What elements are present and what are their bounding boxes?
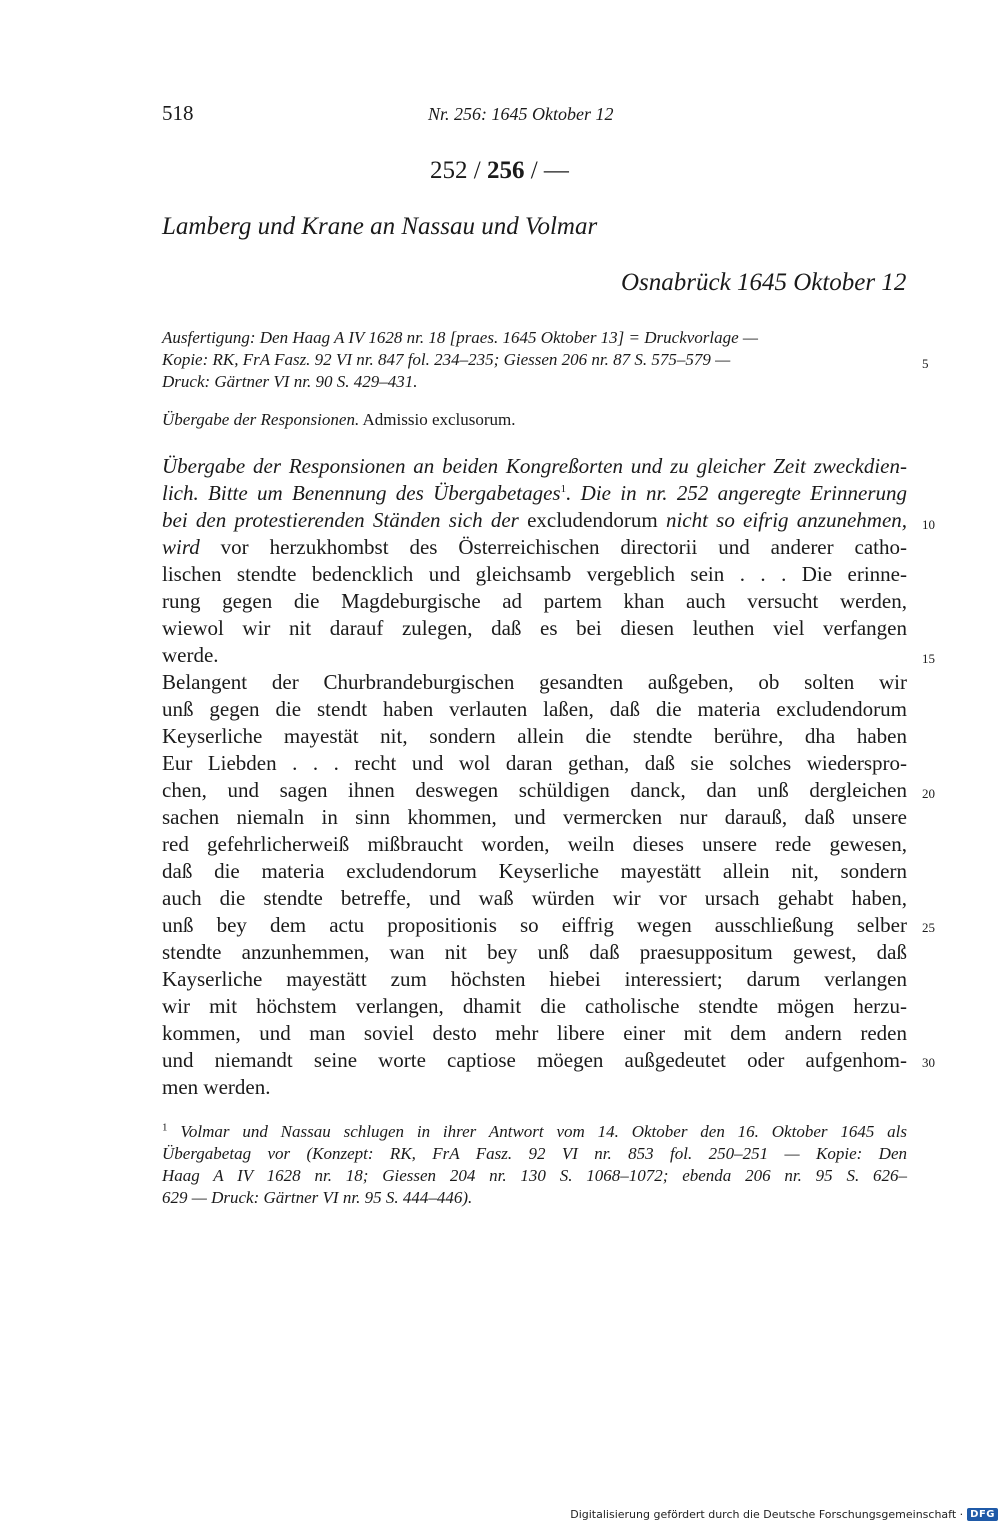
body-line: Keyserliche mayestät nit, sondern allein die stendte berühre, dha haben xyxy=(162,724,907,748)
body-line: wird vor herzukhombst des Österreichischen directorii und anderer catho- xyxy=(162,535,908,559)
body-line: rung gegen die Magdeburgische ad partem khan auch versucht werden, xyxy=(162,589,907,613)
body-line: lischen stendte bedencklich und gleichsamb vergeblich sein . . . Die erinne- xyxy=(162,562,907,586)
document-number-b: 256 xyxy=(486,157,525,184)
number-separator: / — xyxy=(530,157,569,184)
body-line: Kayserliche mayestätt zum höchsten hiebei interessiert; darum verlangen xyxy=(162,967,907,991)
body-line: daß die materia excludendorum Keyserliche mayestätt allein nit, sondern xyxy=(162,859,907,883)
body-line: unß gegen die stendt haben verlauten laßen, daß die materia excludendorum xyxy=(162,697,907,721)
body-line: men werden. xyxy=(162,1075,271,1099)
body-line: wiewol wir nit darauf zulegen, daß es bei diesen leuthen viel verfangen xyxy=(162,616,907,640)
body-line: red gefehrlicherweiß mißbraucht worden, weiln dieses unsere rede gewesen, xyxy=(162,832,907,856)
number-separator: / xyxy=(473,157,481,184)
document-numbers xyxy=(430,157,569,185)
body-line: Eur Liebden . . . recht und wol daran gethan, daß sie solches wiederspro- xyxy=(162,751,907,775)
body-line: stendte anzunhemmen, wan nit bey unß daß praesuppositum gewest, daß xyxy=(162,940,907,964)
body-line: bei den protestierenden Ständen sich der excludendorum nicht so eifrig anzunehmen, xyxy=(162,508,908,532)
credit-text: Digitalisierung gefördert durch die Deutsche Forschungsgemeinschaft · xyxy=(570,1507,964,1521)
footnote-marker: 1 xyxy=(162,1121,168,1134)
apparatus-line: Ausfertigung: Den Haag A IV 1628 nr. 18 [praes. 1645 Oktober 13] = Druckvorlage — xyxy=(162,328,759,347)
body-line: unß bey dem actu propositionis so eiffrig wegen ausschließung selber xyxy=(162,913,907,937)
regest xyxy=(162,410,516,430)
line-number: 5 xyxy=(922,356,929,371)
document-title: Lamberg und Krane an Nassau und Volmar xyxy=(162,213,598,240)
footnote-line: Übergabetag vor (Konzept: RK, FrA Fasz. 92 VI nr. 853 fol. 250–251 — Kopie: Den xyxy=(162,1144,907,1163)
running-head: Nr. 256: 1645 Oktober 12 xyxy=(428,104,614,124)
body-line: Übergabe der Responsionen an beiden Kongreßorten und zu gleicher Zeit zweckdien- xyxy=(162,454,907,478)
footnote-marker: 1 xyxy=(560,483,567,495)
dfg-logo: DFG xyxy=(967,1508,998,1521)
body-line: chen, und sagen ihnen deswegen schüldigen danck, dan unß dergleichen xyxy=(162,778,907,802)
line-number: 30 xyxy=(922,1055,935,1070)
apparatus-line: Druck: Gärtner VI nr. 90 S. 429–431. xyxy=(162,372,418,391)
footnote-line: 629 — Druck: Gärtner VI nr. 95 S. 444–446). xyxy=(162,1188,473,1207)
body-line: und niemandt seine worte captiose möegen außgedeutet oder aufgenhom- xyxy=(162,1048,907,1072)
body-line: wir mit höchstem verlangen, dhamit die catholische stendte mögen herzu- xyxy=(162,994,907,1018)
line-number: 20 xyxy=(922,786,935,801)
footnote-line: Haag A IV 1628 nr. 18; Giessen 204 nr. 130 S. 1068–1072; ebenda 206 nr. 95 S. 626– xyxy=(162,1166,907,1185)
line-number: 25 xyxy=(922,920,935,935)
body-line: werde. xyxy=(162,643,219,667)
document-place-date: Osnabrück 1645 Oktober 12 xyxy=(621,269,907,296)
funding-credit xyxy=(564,1503,1000,1525)
body-line: auch die stendte betreffe, und waß würden wir vor ursach gehabt haben, xyxy=(162,886,907,910)
regest-roman: Admissio exclusorum. xyxy=(362,410,516,429)
regest-italic: Übergabe der Responsionen. xyxy=(162,410,360,429)
line-number: 15 xyxy=(922,651,935,666)
apparatus-line: Kopie: RK, FrA Fasz. 92 VI nr. 847 fol. 234–235; Giessen 206 nr. 87 S. 575–579 — xyxy=(162,350,731,369)
body-line: kommen, und man soviel desto mehr libere einer mit dem andern reden xyxy=(162,1021,907,1045)
document-number-a: 252 xyxy=(430,157,468,184)
page-number: 518 xyxy=(162,101,194,125)
body-line: sachen niemaln in sinn khommen, und vermercken nur darauß, daß unsere xyxy=(162,805,907,829)
body-line: Belangent der Churbrandeburgischen gesandten außgeben, ob solten wir xyxy=(162,670,907,694)
line-number: 10 xyxy=(922,517,935,532)
footnote-line: $^1$ Volmar und Nassau schlugen in ihrer Antwort vom 14. Oktober den 16. Oktober 1645 als xyxy=(162,1121,908,1141)
body-line: lich. Bitte um Benennung des Übergabetages$^1$. Die in nr. 252 angeregte Erinnerung xyxy=(162,481,907,505)
